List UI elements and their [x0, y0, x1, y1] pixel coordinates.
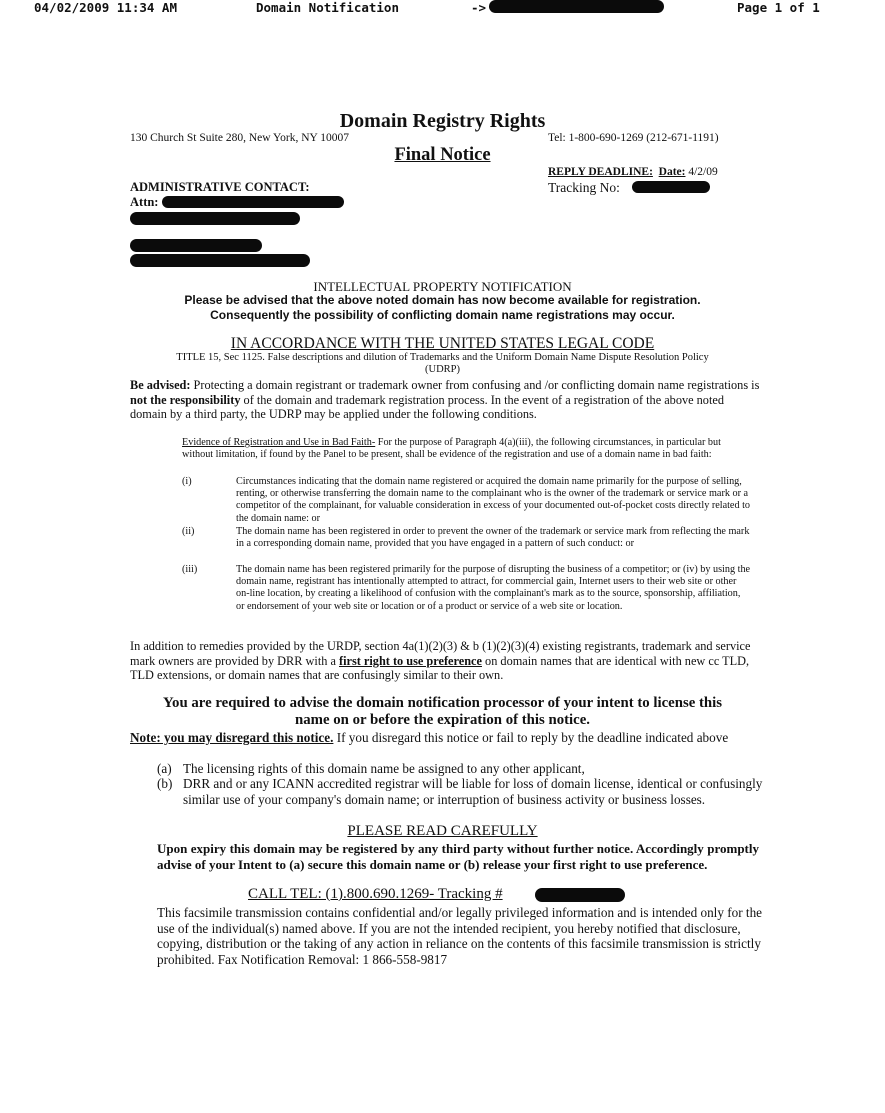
consequence-text: The licensing rights of this domain name be assigned to any other applicant,	[183, 761, 585, 776]
evidence-lead-title: Evidence of Registration and Use in Bad Faith-	[182, 437, 376, 448]
redaction-address-line-1	[130, 212, 300, 225]
fax-disclaimer: This facsimile transmission contains confidential and/or legally privileged information and is intended only for the use of the individual(s) named above. If you are not the intended recipient, you hereby notified that disclosure, copying, distribution or the taking of any action in reliance on the contents of this facsimile transmission is strictly prohibited. Fax Notification Removal: 1 866-558-9817	[157, 905, 763, 967]
redaction-call-tracking	[535, 888, 625, 902]
evidence-lead-paragraph	[182, 437, 752, 461]
consequence-label: (a)	[157, 761, 172, 776]
be-advised-emphasis: not the responsibility	[130, 392, 241, 407]
title-15-line-1: TITLE 15, Sec 1125. False descriptions and dilution of Trademarks and the Uniform Domain Name Dispute Resolution Policy	[176, 352, 709, 363]
redaction-address-line-3	[130, 254, 310, 267]
final-notice-heading: Final Notice	[394, 145, 491, 165]
evidence-item-text: The domain name has been registered primarily for the purpose of disrupting the business of a competitor; or (iv) by using the domain name, registrant has intentionally attempted to attract, for commercial gain, Internet users to their web site or other on-line location, by creating a likelihood of confusion with the complainant's mark as to the source, sponsorship, affiliation, or endorsement of your web site or location or of a product or service of a web site or location.	[236, 564, 751, 612]
redaction-tracking-number	[632, 181, 710, 193]
reply-date: 4/2/09	[688, 166, 718, 178]
be-advised-text-1: Protecting a domain registrant or trademark owner from confusing and /or conflicting domain name registrations is	[190, 378, 760, 392]
fax-header	[0, 0, 885, 16]
evidence-item-text: Circumstances indicating that the domain name registered or acquired the domain name primarily for the purpose of selling, renting, or otherwise transferring the domain name to the complainant who is the owner of the trademark or service mark or a competitor of the complainant, for valuable consideration in excess of your documented out-of-pocket costs directly related to the domain name: or	[236, 476, 751, 524]
evidence-item-text: The domain name has been registered in order to prevent the owner of the trademark or service mark from reflecting the mark in a corresponding domain name, provided that you have engaged in a pattern of such conduct: or	[236, 526, 750, 550]
title-15-line-2: (UDRP)	[424, 364, 460, 375]
fax-page-number: Page 1 of 1	[737, 0, 820, 15]
ip-notification-body	[0, 293, 885, 323]
evidence-item-number: (ii)	[182, 526, 195, 537]
fax-datetime: 04/02/2009 11:34 AM	[34, 0, 177, 15]
reply-deadline	[548, 166, 718, 178]
remedies-text-1: In addition to remedies provided by the URDP, section 4a(1)(2)(3) & b (1)(2)(3)(4) existing registrants, trademark and service mark owners are provided by DRR with a	[130, 639, 751, 668]
reply-date-label: Date:	[658, 166, 686, 178]
evidence-item-number: (iii)	[182, 564, 198, 575]
ip-notification-heading: INTELLECTUAL PROPERTY NOTIFICATION	[313, 279, 572, 294]
be-advised-text-2: of the domain and trademark registration process. In the event of a registration of the above noted domain by a third party, the UDRP may be applied under the following conditions.	[130, 392, 724, 421]
disregard-note-text: If you disregard this notice or fail to reply by the deadline indicated above	[333, 730, 729, 745]
required-notice-line-2: name on or before the expiration of this notice.	[295, 712, 590, 728]
consequence-text: DRR and or any ICANN accredited registrar will be liable for loss of domain license, identical or confusingly similar use of your company's domain name; or interruption of business activity or business losses.	[183, 776, 763, 807]
redaction-attn-name	[162, 196, 344, 208]
remedies-text-2: on domain names that are identical with new cc TLD, TLD extensions, or domain names that are confusingly similar to their own.	[130, 653, 750, 682]
letterhead-phone: Tel: 1-800-690-1269 (212-671-1191)	[548, 132, 719, 144]
fax-arrow: ->	[471, 0, 487, 15]
legal-code-heading: IN ACCORDANCE WITH THE UNITED STATES LEGAL CODE	[230, 335, 655, 352]
letterhead-title: Domain Registry Rights	[339, 110, 546, 132]
ip-notification-line-2: Consequently the possibility of conflicting domain name registrations may occur.	[210, 308, 675, 322]
evidence-item-number: (i)	[182, 476, 192, 487]
redaction-fax-recipient	[489, 0, 664, 13]
required-notice	[0, 695, 885, 729]
consequence-label: (b)	[157, 776, 173, 791]
disregard-note	[130, 730, 760, 746]
be-advised-label: Be advised:	[130, 378, 191, 392]
letterhead-address: 130 Church St Suite 280, New York, NY 10007	[130, 132, 350, 144]
evidence-lead-text: For the purpose of Paragraph 4(a)(iii), the following circumstances, in particular but without limitation, if found by the Panel to be present, shall be evidence of the registration and use of a domain name in bad faith:	[182, 437, 721, 461]
admin-contact-label: ADMINISTRATIVE CONTACT:	[130, 180, 310, 194]
expiry-warning: Upon expiry this domain may be registered by any third party without further notice. Accordingly promptly advise of your Intent to (a) secure this domain name or (b) release your first right to use preference.	[157, 841, 759, 872]
ip-notification-line-1: Please be advised that the above noted domain has now become available for registration.	[184, 293, 701, 307]
reply-deadline-label: REPLY DEADLINE:	[548, 166, 653, 178]
disregard-note-label: Note: you may disregard this notice.	[130, 730, 334, 745]
call-phone-text: CALL TEL: (1).800.690.1269- Tracking #	[248, 886, 503, 902]
tracking-number-label: Tracking No:	[548, 180, 620, 195]
please-read-heading: PLEASE READ CAREFULLY	[347, 823, 538, 839]
redaction-address-line-2	[130, 239, 262, 252]
required-notice-line-1: You are required to advise the domain notification processor of your intent to license this	[163, 695, 722, 711]
fax-subject: Domain Notification	[256, 0, 399, 15]
attn-label: Attn:	[130, 195, 159, 209]
first-right-preference: first right to use preference	[339, 653, 482, 668]
remedies-paragraph	[130, 639, 760, 683]
be-advised-paragraph	[130, 378, 760, 422]
title-15-reference	[0, 352, 885, 376]
